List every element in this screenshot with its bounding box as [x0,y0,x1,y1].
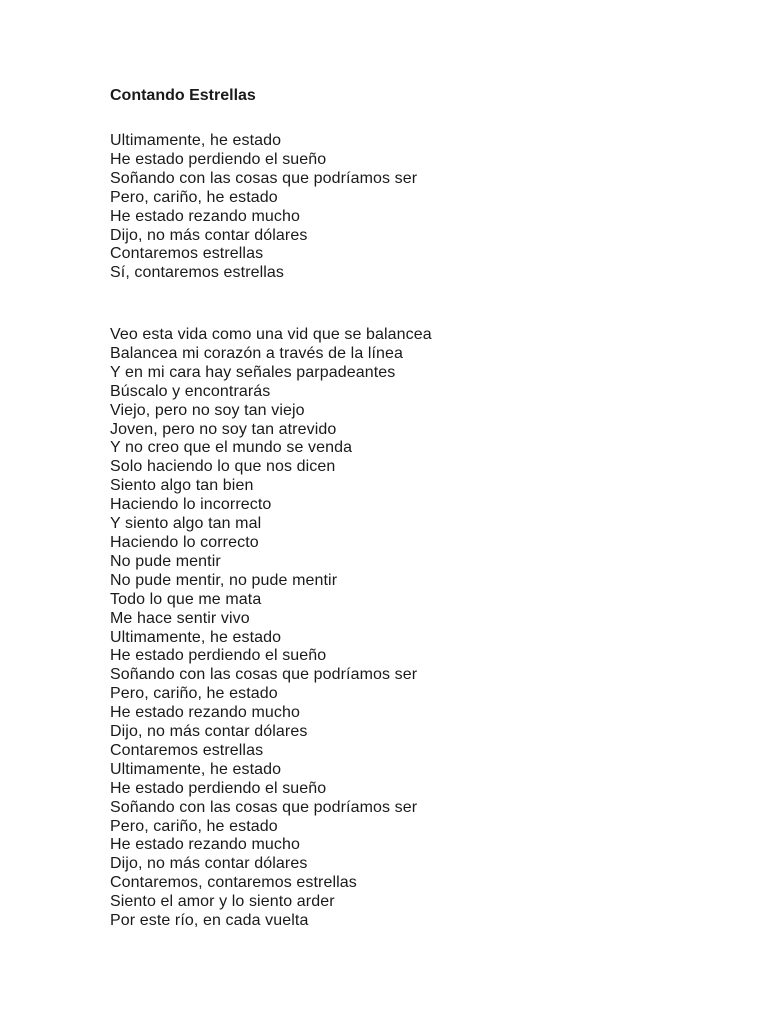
lyric-line: Dijo, no más contar dólares [110,226,308,244]
lyric-line: Viejo, pero no soy tan viejo [110,401,305,419]
lyric-line: Todo lo que me mata [110,590,262,608]
lyric-line: Por este río, en cada vuelta [110,912,309,930]
lyric-line: Siento el amor y lo siento arder [110,893,335,911]
lyric-line: He estado rezando mucho [110,836,300,854]
stanza-2 [110,326,432,931]
stanza-1 [110,132,417,283]
lyric-line: Búscalo y encontrarás [110,382,271,400]
lyric-line: He estado rezando mucho [110,207,300,225]
lyric-line: Pero, cariño, he estado [110,817,278,835]
lyric-line: Haciendo lo correcto [110,533,259,551]
lyric-line: Y en mi cara hay señales parpadeantes [110,363,396,381]
lyric-line: Y no creo que el mundo se venda [110,439,353,457]
lyric-line: Ultimamente, he estado [110,628,282,646]
lyric-line: Sí, contaremos estrellas [110,264,285,282]
lyric-line: Contaremos estrellas [110,245,264,263]
lyric-line: Soñando con las cosas que podríamos ser [110,666,418,684]
lyric-line: Y siento algo tan mal [110,515,262,533]
lyric-line: Pero, cariño, he estado [110,188,278,206]
lyric-line: Soñando con las cosas que podríamos ser [110,169,418,187]
lyric-line: Haciendo lo incorrecto [110,496,272,514]
lyric-line: Soñando con las cosas que podríamos ser [110,798,418,816]
lyric-line: He estado rezando mucho [110,704,300,722]
document-title: Contando Estrellas [110,87,256,104]
lyric-line: Contaremos estrellas [110,741,264,759]
lyric-line: Ultimamente, he estado [110,760,282,778]
lyric-line: Joven, pero no soy tan atrevido [110,420,337,438]
lyric-line: Contaremos, contaremos estrellas [110,874,357,892]
lyric-line: Ultimamente, he estado [110,132,282,149]
lyric-line: He estado perdiendo el sueño [110,779,327,797]
lyric-line: Siento algo tan bien [110,477,254,495]
lyric-line: He estado perdiendo el sueño [110,647,327,665]
lyric-line: Balancea mi corazón a través de la línea [110,344,404,362]
lyric-line: Solo haciendo lo que nos dicen [110,458,336,476]
lyric-line: Pero, cariño, he estado [110,685,278,703]
lyric-line: Me hace sentir vivo [110,609,250,627]
lyric-line: No pude mentir [110,552,221,570]
lyric-line: Dijo, no más contar dólares [110,723,308,741]
lyric-line: Veo esta vida como una vid que se balancea [110,326,432,343]
lyric-line: He estado perdiendo el sueño [110,150,327,168]
lyric-line: No pude mentir, no pude mentir [110,571,338,589]
lyric-line: Dijo, no más contar dólares [110,855,308,873]
